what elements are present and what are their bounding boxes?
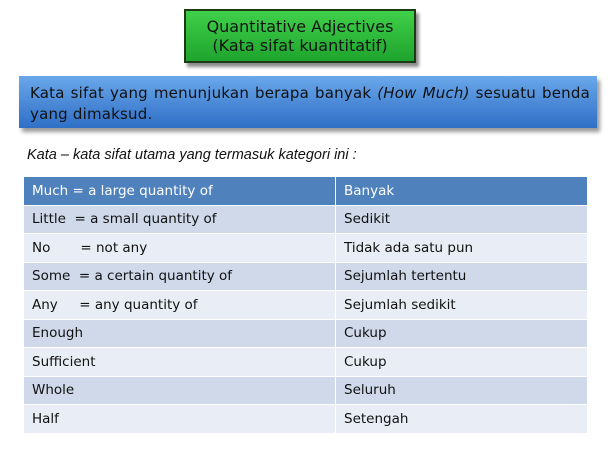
- table-cell-english: Enough: [24, 319, 336, 348]
- table-cell-english: Some = a certain quantity of: [24, 262, 336, 291]
- table-cell-indonesian: Sejumlah sedikit: [336, 291, 588, 320]
- definition-emphasis: (How Much): [377, 84, 470, 102]
- title-line-2: (Kata sifat kuantitatif): [212, 36, 388, 55]
- table-cell-indonesian: Cukup: [336, 348, 588, 377]
- table-cell-indonesian: Setengah: [336, 405, 588, 434]
- table-cell-english: Little = a small quantity of: [24, 205, 336, 234]
- table-cell-indonesian: Sejumlah tertentu: [336, 262, 588, 291]
- table-row: [24, 348, 587, 377]
- title-box: [184, 9, 416, 63]
- table-row: [24, 262, 587, 291]
- table-row: [24, 234, 587, 263]
- table-row: [24, 405, 587, 434]
- table-row: [24, 319, 587, 348]
- subtitle: Kata – kata sifat utama yang termasuk kategori ini :: [27, 147, 357, 163]
- title-line-1: Quantitative Adjectives: [206, 17, 394, 36]
- table-cell-english: Half: [24, 405, 336, 434]
- table-header-english: Much = a large quantity of: [24, 177, 336, 205]
- definition-text-before: Kata sifat yang menunjukan berapa banyak: [30, 84, 378, 102]
- table-cell-english: Whole: [24, 376, 336, 405]
- table-cell-indonesian: Tidak ada satu pun: [336, 234, 588, 263]
- table-cell-indonesian: Cukup: [336, 319, 588, 348]
- table-cell-english: Sufficient: [24, 348, 336, 377]
- table-cell-indonesian: Seluruh: [336, 376, 588, 405]
- table-row: [24, 205, 587, 234]
- vocabulary-table: [24, 177, 587, 434]
- table-header-row: [24, 177, 587, 205]
- definition-text-after: sesuatu benda yang dimaksud.: [30, 84, 590, 123]
- table-row: [24, 291, 587, 320]
- definition-box: [19, 76, 597, 128]
- table-row: [24, 376, 587, 405]
- table-cell-english: Any = any quantity of: [24, 291, 336, 320]
- table-cell-indonesian: Sedikit: [336, 205, 588, 234]
- table-header-indonesian: Banyak: [336, 177, 588, 205]
- table-cell-english: No = not any: [24, 234, 336, 263]
